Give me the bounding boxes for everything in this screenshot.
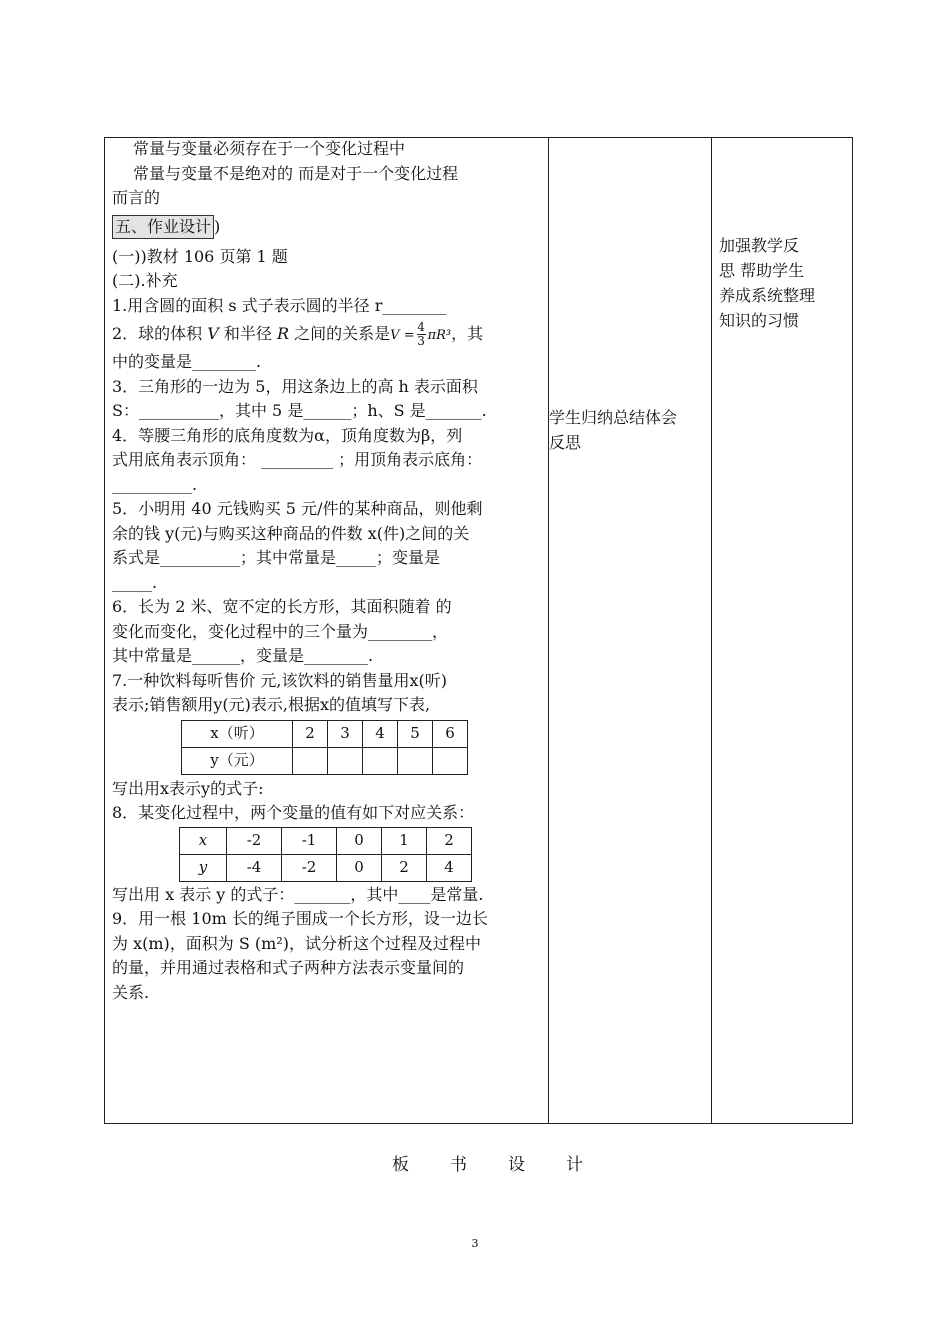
design-intent-column bbox=[719, 233, 847, 333]
table-cell: 6 bbox=[433, 720, 468, 747]
table-cell: x bbox=[180, 827, 227, 854]
text-line: 余的钱 y(元)与购买这种商品的件数 x(件)之间的关 bbox=[112, 523, 470, 543]
q2-text: 和半径 bbox=[218, 324, 278, 343]
fraction-denominator: 3 bbox=[417, 334, 425, 348]
question-5: 5．小明用 40 元钱购买 5 元/件的某种商品，则他剩 bbox=[112, 499, 483, 518]
text-line: 中的变量是________. bbox=[112, 352, 262, 371]
table-row bbox=[182, 720, 468, 747]
text-line: __________. bbox=[112, 474, 198, 494]
text-line: 常量与变量必须存在于一个变化过程中 bbox=[133, 139, 406, 158]
text-line: 学生归纳总结体会 bbox=[549, 408, 678, 427]
column-divider bbox=[711, 137, 712, 1124]
table-cell: x（听） bbox=[182, 720, 293, 747]
caption-char: 板 bbox=[392, 1155, 409, 1175]
formula-fraction bbox=[417, 321, 426, 348]
table-cell bbox=[293, 747, 328, 774]
table-row bbox=[180, 827, 472, 854]
question-6: 6．长为 2 米、宽不定的长方形，其面积随着 的 bbox=[112, 597, 452, 616]
table-cell: y bbox=[180, 854, 227, 881]
text-line: 变化而变化，变化过程中的三个量为________， bbox=[112, 621, 449, 641]
table-cell bbox=[363, 747, 398, 774]
table-cell: 4 bbox=[427, 854, 472, 881]
table-cell: y（元） bbox=[182, 747, 293, 774]
question-7: 7.一种饮料每听售价 元,该饮料的销售量用x(听) bbox=[112, 670, 447, 690]
question-1: 1.用含圆的面积 s 式子表示圆的半径 r________ bbox=[112, 295, 447, 315]
text-line: 常量与变量不是绝对的 而是对于一个变化过程 bbox=[133, 163, 459, 183]
text-line: 思 帮助学生 bbox=[719, 261, 805, 280]
question-2 bbox=[112, 318, 544, 350]
question-9: 9．用一根 10m 长的绳子围成一个长方形，设一边长 bbox=[112, 909, 488, 928]
question-4: 4．等腰三角形的底角度数为α，顶角度数为β，列 bbox=[112, 425, 463, 445]
table-cell: 2 bbox=[382, 854, 427, 881]
content-column bbox=[112, 137, 544, 1005]
table-cell: 4 bbox=[363, 720, 398, 747]
text-line: 养成系统整理 bbox=[719, 286, 816, 305]
column-divider bbox=[548, 137, 549, 1124]
table-cell bbox=[398, 747, 433, 774]
formula-rhs: πR³ bbox=[427, 328, 452, 343]
page-number: 3 bbox=[471, 1237, 479, 1250]
table-cell: 2 bbox=[427, 827, 472, 854]
text-line: 写出用 x 表示 y 的式子：_______，其中____是常量. bbox=[112, 884, 484, 904]
question-3: 3．三角形的一边为 5，用这条边上的高 h 表示面积 bbox=[112, 376, 478, 396]
table-cell: -1 bbox=[282, 827, 337, 854]
table-cell: 3 bbox=[328, 720, 363, 747]
table-row bbox=[180, 854, 472, 881]
q2-text: 之间的关系是 bbox=[289, 324, 391, 343]
table-cell: 0 bbox=[337, 827, 382, 854]
sales-table bbox=[181, 720, 468, 775]
text-line: 加强教学反 bbox=[719, 236, 800, 255]
homework-heading: 五、作业设计 bbox=[112, 215, 214, 239]
table-cell bbox=[328, 747, 363, 774]
table-cell bbox=[433, 747, 468, 774]
table-cell: -4 bbox=[227, 854, 282, 881]
q2-var: R bbox=[277, 324, 290, 343]
formula-lhs: V = bbox=[390, 328, 415, 343]
text-line: 关系. bbox=[112, 982, 150, 1002]
question-8: 8．某变化过程中，两个变量的值有如下对应关系： bbox=[112, 803, 475, 822]
text-line: 写出用x表示y的式子: bbox=[112, 778, 264, 798]
q2-var: V bbox=[207, 324, 219, 343]
table-cell: -2 bbox=[227, 827, 282, 854]
relation-table bbox=[179, 827, 472, 882]
table-row bbox=[182, 747, 468, 774]
text-line: 知识的习惯 bbox=[719, 311, 800, 330]
heading-tail: ) bbox=[214, 216, 221, 236]
board-design-caption bbox=[392, 1150, 624, 1175]
table-cell: 1 bbox=[382, 827, 427, 854]
text-line: _____. bbox=[112, 572, 158, 592]
text-line: 系式是__________；其中常量是_____；变量是 bbox=[112, 548, 441, 567]
text-line: 为 x(m)，面积为 S (m²)，试分析这个过程及过程中 bbox=[112, 933, 481, 953]
text-line: (一))教材 106 页第 1 题 bbox=[112, 246, 288, 266]
text-line: 表示;销售额用y(元)表示,根据x的值填写下表, bbox=[112, 695, 431, 714]
text-line: 式用底角表示顶角： _________ ；用顶角表示底角： bbox=[112, 450, 483, 469]
table-cell: 2 bbox=[293, 720, 328, 747]
table-cell: 5 bbox=[398, 720, 433, 747]
caption-char: 计 bbox=[566, 1155, 583, 1175]
text-line: 的量，并用通过表格和式子两种方法表示变量间的 bbox=[112, 958, 465, 977]
text-line: S：__________，其中 5 是______；h、S 是_______. bbox=[112, 401, 487, 420]
text-line: 而言的 bbox=[112, 188, 161, 207]
student-activity-column bbox=[549, 405, 709, 455]
caption-char: 书 bbox=[450, 1155, 467, 1175]
table-cell: 0 bbox=[337, 854, 382, 881]
text-line: 其中常量是______，变量是________. bbox=[112, 646, 374, 665]
fraction-numerator: 4 bbox=[417, 320, 425, 334]
q2-text: 2．球的体积 bbox=[112, 324, 208, 343]
table-cell: -2 bbox=[282, 854, 337, 881]
q2-text: ，其 bbox=[451, 324, 484, 343]
text-line: 反思 bbox=[549, 433, 582, 452]
text-line: (二).补充 bbox=[112, 271, 178, 290]
caption-char: 设 bbox=[508, 1155, 525, 1175]
homework-heading-line bbox=[112, 211, 544, 245]
